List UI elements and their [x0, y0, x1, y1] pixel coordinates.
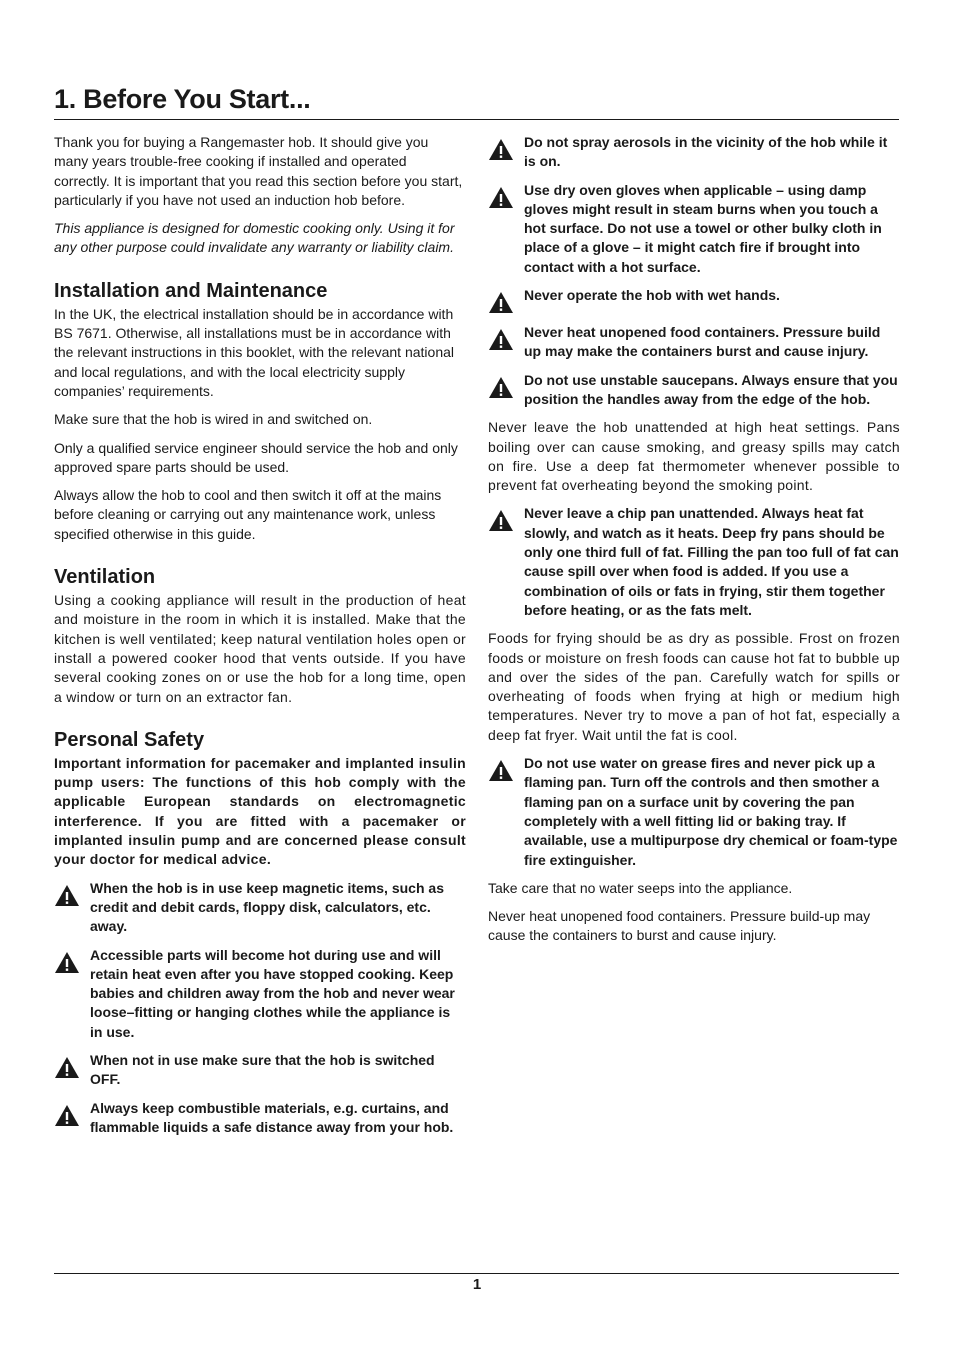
- intro-paragraph: Thank you for buying a Rangemaster hob. It should give you many years trouble-free cooking if installed and operated correctly. It is important that you read this section before you start, particularly if you have not used an induction hob before.: [54, 134, 463, 208]
- installation-paragraph-1: In the UK, the electrical installation should be in accordance with BS 7671. Otherwise, all installations must be in accordance with the relevant instructions in this booklet, with the relevant national and local regulations, and with the local electricity supply companies’ requirements.: [54, 305, 455, 399]
- warning-block: [54, 1099, 466, 1138]
- warning-triangle-icon: [488, 181, 524, 209]
- warning-block: [488, 181, 900, 277]
- warning-text: Accessible parts will become hot during use and will retain heat even after you have stopped cooking. Keep babies and children away from the hob and never wear loose–fitting or hanging clothes while the appliance is in use.: [90, 946, 455, 1040]
- warning-block: [54, 1051, 466, 1090]
- pacemaker-bold-lead: Important information for pacemaker and implanted insulin pump users:: [54, 754, 466, 791]
- warning-text: Never operate the hob with wet hands.: [524, 287, 780, 304]
- water-paragraph: Take care that no water seeps into the appliance.: [488, 879, 793, 896]
- warning-text: Do not use unstable saucepans. Always ensure that you position the handles away from the edge of the hob.: [524, 371, 898, 407]
- pacemaker-text: The functions of this hob comply with the applicable European standards on electromagnetic interference. If you are fitted with a pacemaker or implanted insulin pump and are concerned please consult your doctor for medical advice.: [54, 774, 466, 868]
- warning-text: Do not spray aerosols in the vicinity of the hob while it is on.: [524, 134, 888, 170]
- warning-triangle-icon: [54, 1051, 90, 1079]
- warning-block: [54, 946, 466, 1042]
- unattended-paragraph: Never leave the hob unattended at high heat settings. Pans boiling over can cause smoking, and greasy spills may catch on fire. Use a deep fat thermometer whenever possible to prevent fat overheating beyond the smoking point.: [488, 419, 900, 494]
- warning-triangle-icon: [488, 286, 524, 314]
- ventilation-paragraph: Using a cooking appliance will result in the production of heat and moisture in the room in which it is installed. Make that the kitchen is well ventilated; keep natural ventilation holes open or install a powered cooker hood that vents outside. If you have several cooking zones on or use the hob for a long time, open a window or turn on an extractor fan.: [54, 592, 466, 705]
- intro-disclaimer: This appliance is designed for domestic cooking only. Using it for any other purpose could invalidate any warranty or liability claim.: [54, 220, 455, 256]
- warning-triangle-icon: [488, 371, 524, 399]
- warning-triangle-icon: [488, 754, 524, 782]
- warning-text: When the hob is in use keep magnetic items, such as credit and debit cards, floppy disk, calculators, etc. away.: [90, 879, 444, 935]
- installation-heading: Installation and Maintenance: [54, 279, 328, 302]
- ventilation-heading: Ventilation: [54, 566, 156, 589]
- warning-block: [488, 754, 900, 870]
- warning-text: When not in use make sure that the hob is switched OFF.: [90, 1051, 435, 1088]
- warning-text: Always keep combustible materials, e.g. curtains, and flammable liquids a safe distance away from your hob.: [90, 1099, 454, 1135]
- installation-paragraph-4: Always allow the hob to cool and then switch it off at the mains before cleaning or carrying out any maintenance work, unless specified otherwise in this guide.: [54, 487, 442, 542]
- left-column: [54, 133, 466, 1146]
- warning-text: Use dry oven gloves when applicable – using damp gloves might result in steam burns when you touch a hot surface. Do not use a towel or other bulky cloth in place of a glove – it might catch fire if brought into contact with a hot surface.: [524, 181, 882, 275]
- warning-triangle-icon: [488, 504, 524, 532]
- installation-paragraph-2: Make sure that the hob is wired in and switched on.: [54, 411, 373, 428]
- warning-triangle-icon: [54, 946, 90, 974]
- containers-paragraph: Never heat unopened food containers. Pressure build-up may cause the containers to burst and cause injury.: [488, 908, 871, 944]
- warning-triangle-icon: [54, 1099, 90, 1127]
- warning-block: [488, 323, 900, 362]
- installation-paragraph-3: Only a qualified service engineer should service the hob and only approved spare parts should be used.: [54, 439, 458, 475]
- warning-block: [488, 133, 900, 172]
- warning-text: Do not use water on grease fires and never pick up a flaming pan. Turn off the controls and then smother a flaming pan on a surface unit by covering the pan completely with a well fitting lid or baking tray. If available, use a multipurpose dry chemical or foam-type fire extinguisher.: [524, 755, 898, 868]
- right-column: [488, 133, 900, 955]
- warning-block: [488, 504, 900, 620]
- warning-text: Never heat unopened food containers. Pressure build up may make the containers burst and cause injury.: [524, 324, 881, 360]
- warning-block: [488, 286, 900, 314]
- page-number: 1: [472, 1276, 482, 1293]
- frying-paragraph: Foods for frying should be as dry as possible. Frost on frozen foods or moisture on fresh foods can cause hot fat to bubble up and over the sides of the pan. Carefully watch for spills or overheating of foods when frying at high or medium high temperatures. Never try to move a pan of hot fat, especially a deep fat fryer. Wait until the fat is cool.: [488, 630, 900, 743]
- page-title: 1. Before You Start...: [54, 84, 899, 120]
- warning-text: Never leave a chip pan unattended. Always heat fat slowly, and watch as it heats. Deep fry pans should be only one third full of fat. Filling the pan too full of fat can cause spill over when food is added. If you use a combination of oils or fats in frying, stir them together before heating, or as the fats melt.: [524, 505, 899, 618]
- safety-heading: Personal Safety: [54, 728, 205, 751]
- warning-block: [488, 371, 900, 410]
- warning-triangle-icon: [54, 879, 90, 907]
- warning-triangle-icon: [488, 323, 524, 351]
- footer-divider: [54, 1273, 899, 1274]
- warning-block: [54, 879, 466, 937]
- warning-triangle-icon: [488, 133, 524, 161]
- pacemaker-paragraph: [54, 754, 466, 870]
